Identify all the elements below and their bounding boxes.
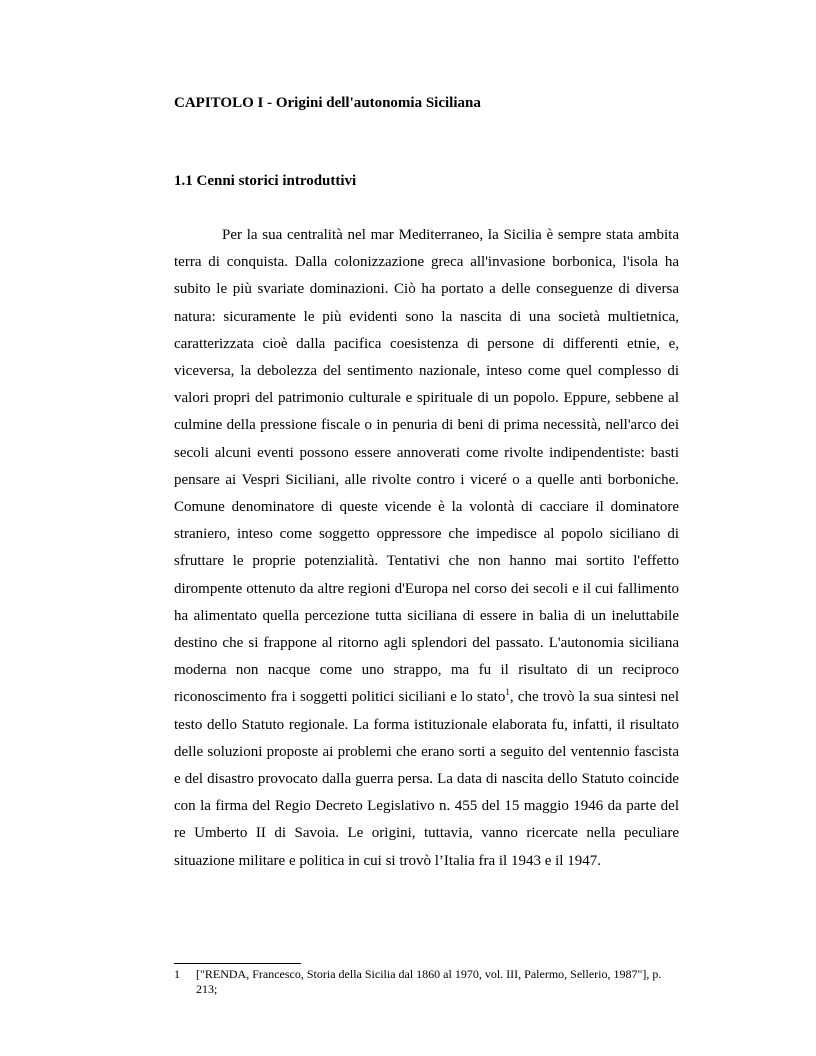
footnote (174, 967, 679, 997)
body-text-before-note: Per la sua centralità nel mar Mediterraneo, la Sicilia è sempre stata ambita terra di conquista. Dalla colonizzazione greca all'invasione borbonica, l'isola ha subito le più svariate dominazioni. Ciò ha portato a delle conseguenze di diversa natura: sicuramente le più evidenti sono la nascita di una società multietnica, caratterizzata cioè dalla pacifica coesistenza di persone di differenti etnie, e, viceversa, la debolezza del sentimento nazionale, inteso come quel complesso di valori propri del patrimonio culturale e spirituale di un popolo. Eppure, sebbene al culmine della pressione fiscale o in penuria di beni di prima necessità, nell'arco dei secoli alcuni eventi possono essere annoverati come rivolte indipendentiste: basti pensare ai Vespri Siciliani, alle rivolte contro i viceré o a quelle anti borboniche. Comune denominatore di queste vicende è la volontà di cacciare il dominatore straniero, inteso come soggetto oppressore che impedisce al popolo siciliano di sfruttare le proprie potenzialità. Tentativi che non hanno mai sortito l'effetto dirompente ottenuto da altre regioni d'Europa nel corso dei secoli e il cui fallimento ha alimentato quella percezione tutta siciliana di essere in balia di un ineluttabile destino che si frappone al ritorno agli splendori del passato. L'autonomia siciliana moderna non nacque come uno strappo, ma fu il risultato di un reciproco riconoscimento fra i soggetti politici siciliani e lo stato (174, 227, 679, 706)
body-text-after-note: , che trovò la sua sintesi nel testo dello Statuto regionale. La forma istituzionale elaborata fu, infatti, il risultato delle soluzioni proposte ai problemi che erano sorti a seguito del ventennio fascista e del disastro provocato dalla guerra persa. La data di nascita dello Statuto coincide con la firma del Regio Decreto Legislativo n. 455 del 15 maggio 1946 da parte del re Umberto II di Savoia. Le origini, tuttavia, vanno ricercate nella peculiare situazione militare e politica in cui si trovò l’Italia fra il 1943 e il 1947. (174, 689, 679, 869)
chapter-title: CAPITOLO I - Origini dell'autonomia Siciliana (174, 95, 481, 111)
footnote-reference[interactable]: 1 (505, 687, 510, 698)
section-heading: 1.1 Cenni storici introduttivi (174, 173, 357, 189)
footnote-separator (174, 963, 301, 964)
footnote-text: ["RENDA, Francesco, Storia della Sicilia dal 1860 al 1970, vol. III, Palermo, Sellerio, 1987"], p. 213; (196, 967, 662, 996)
body-paragraph (174, 222, 679, 875)
footnote-number: 1 (174, 967, 180, 981)
